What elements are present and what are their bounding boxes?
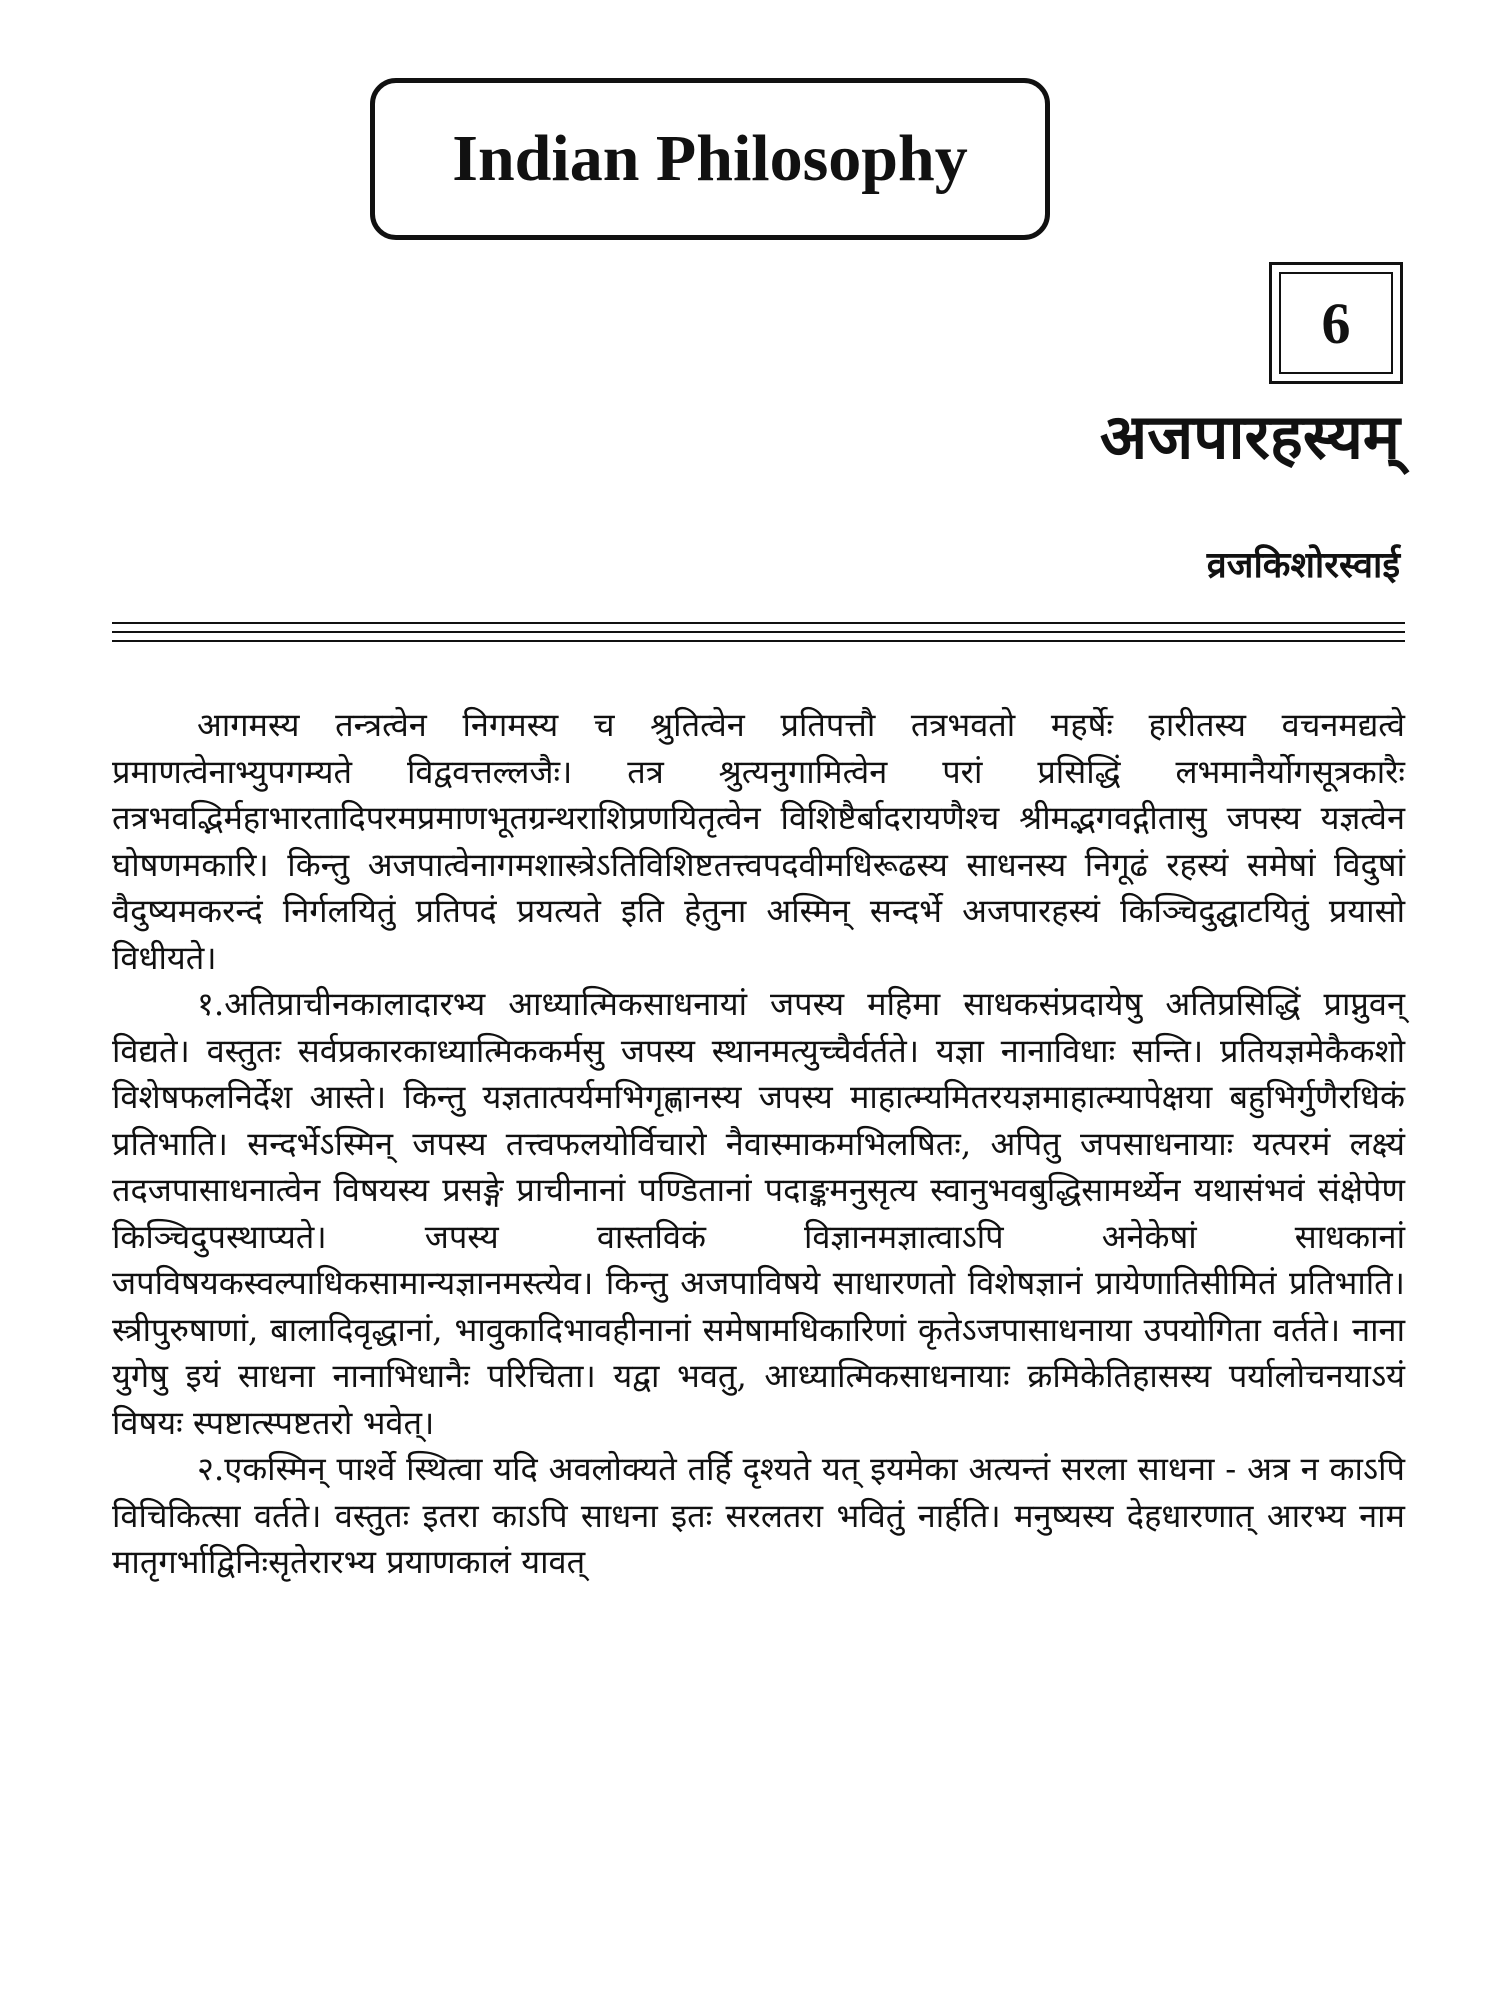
chapter-number: 6	[1279, 272, 1393, 374]
book-title-box	[370, 78, 1050, 240]
divider-rule-middle	[112, 631, 1405, 633]
paragraph-2: २.एकस्मिन् पार्श्वे स्थित्वा यदि अवलोक्यते तर्हि दृश्यते यत् इयमेका अत्यन्तं सरला साधना - अत्र न काऽपि विचिकित्सा वर्तते। वस्तुतः इतरा काऽपि साधना इतः सरलतरा भवितुं नार्हति। मनुष्यस्य देहधारणात् आरभ्य नाम मातृगर्भाद्विनिःसृतेरारभ्य प्रयाणकालं यावत्	[112, 1450, 1405, 1581]
paragraph-intro: आगमस्य तन्त्रत्वेन निगमस्य च श्रुतित्वेन प्रतिपत्तौ तत्रभवतो महर्षेः हारीतस्य वचनमद्यत्वे प्रमाणत्वेनाभ्युपगम्यते विद्ववत्तल्लजैः। तत्र श्रुत्यनुगामित्वेन परां प्रसिद्धिं लभमानैर्योगसूत्रकारैः तत्रभवद्भिर्महाभारतादिपरमप्रमाणभूतग्रन्थराशिप्रणयितृत्वेन विशिष्टैर्बादरायणैश्च श्रीमद्भगवद्गीतासु जपस्य यज्ञत्वेन घोषणमकारि। किन्तु अजपात्वेनागमशास्त्रेऽतिविशिष्टतत्त्वपदवीमधिरूढस्य साधनस्य निगूढं रहस्यं समेषां विदुषां वैदुष्यमकरन्दं निर्गलयितुं प्रतिपदं प्रयत्यते इति हेतुना अस्मिन् सन्दर्भे अजपारहस्यं किञ्चिदुद्घाटयितुं प्रयासो विधीयते।	[112, 706, 1405, 977]
divider-rule-top	[112, 622, 1405, 624]
divider-rule-bottom	[112, 640, 1405, 642]
paragraph-1: १.अतिप्राचीनकालादारभ्य आध्यात्मिकसाधनायां जपस्य महिमा साधकसंप्रदायेषु अतिप्रसिद्धिं प्राप्नुवन् विद्यते। वस्तुतः सर्वप्रकारकाध्यात्मिककर्मसु जपस्य स्थानमत्युच्चैर्वर्तते। यज्ञा नानाविधाः सन्ति। प्रतियज्ञमेकैकशो विशेषफलनिर्देश आस्ते। किन्तु यज्ञतात्पर्यमभिगृह्णानस्य जपस्य माहात्म्यमितरयज्ञमाहात्म्यापेक्षया बहुभिर्गुणैरधिकं प्रतिभाति। सन्दर्भेऽस्मिन् जपस्य तत्त्वफलयोर्विचारो नैवास्माकमभिलषितः, अपितु जपसाधनायाः यत्परमं लक्ष्यं तदजपासाधनात्वेन विषयस्य प्रसङ्गे प्राचीनानां पण्डितानां पदाङ्कमनुसृत्य स्वानुभवबुद्धिसामर्थ्येन यथासंभवं संक्षेपेण किञ्चिदुपस्थाप्यते। जपस्य वास्तविकं विज्ञानमज्ञात्वाऽपि अनेकेषां साधकानां जपविषयकस्वल्पाधिकसामान्यज्ञानमस्त्येव। किन्तु अजपाविषये साधारणतो विशेषज्ञानं प्रायेणातिसीमितं प्रतिभाति। स्त्रीपुरुषाणां, बालादिवृद्धानां, भावुकादिभावहीनानां समेषामधिकारिणां कृतेऽजपासाधनाया उपयोगिता वर्तते। नाना युगेषु इयं साधना नानाभिधानैः परिचिता। यद्वा भवतु, आध्यात्मिकसाधनायाः क्रमिकेतिहासस्य पर्यालोचनयाऽयं विषयः स्पष्टात्स्पष्टतरो भवेत्।	[112, 985, 1405, 1442]
author-name: व्रजकिशोरस्वाई	[1206, 544, 1400, 586]
chapter-number-box	[1269, 262, 1403, 384]
chapter-title: अजपारहस्यम्	[1099, 400, 1400, 473]
book-title: Indian Philosophy	[452, 122, 968, 195]
chapter-body	[112, 702, 1405, 1586]
